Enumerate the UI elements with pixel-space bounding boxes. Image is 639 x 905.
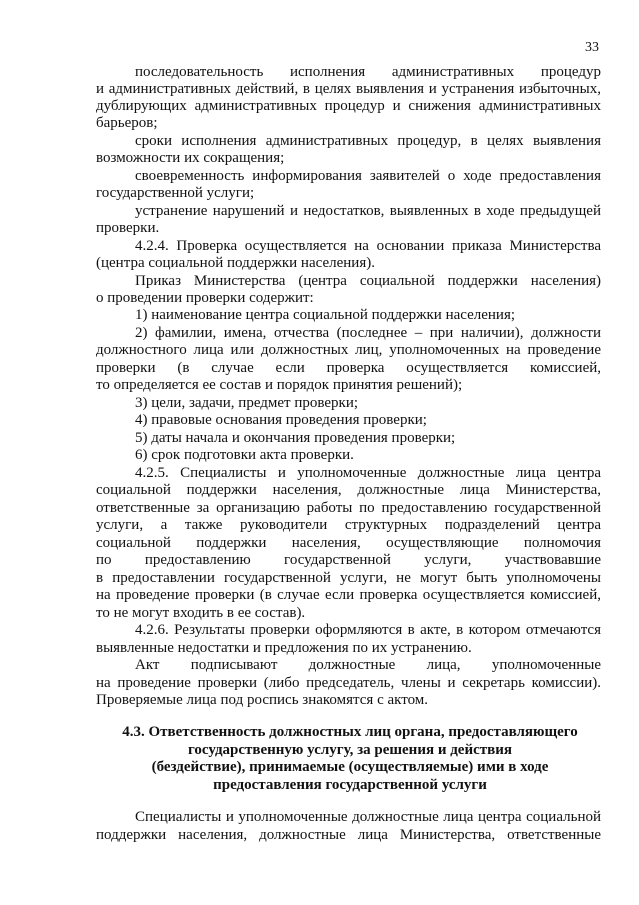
text-line: в предоставлении государственной услуги, не могут быть уполномочены <box>96 570 601 586</box>
text-line: проверки. <box>96 220 160 236</box>
text-line: 4.2.6. Результаты проверки оформляются в акте, в котором отмечаются <box>135 622 601 638</box>
text-line: социальной поддержки населения, должностные лица Министерства, <box>96 482 601 498</box>
text-line: 4.2.5. Специалисты и уполномоченные должностные лица центра <box>135 465 601 481</box>
text-line: выявленные недостатки и предложения по их устранению. <box>96 640 472 656</box>
section-heading-line: государственную услугу, за решения и действия <box>187 742 512 758</box>
text-line: 5) даты начала и окончания проведения проверки; <box>135 430 456 446</box>
text-line: Акт подписывают должностные лица, уполномоченные <box>135 657 601 673</box>
text-line: по предоставлению государственной услуги, участвовавшие <box>96 552 601 568</box>
section-heading-line: предоставления государственной услуги <box>213 777 487 793</box>
text-line: последовательность исполнения административных процедур <box>135 64 601 80</box>
text-line: на проведение проверки (в случае если проверка осуществляется комиссией, <box>96 587 601 603</box>
text-line: устранение нарушений и недостатков, выявленных в ходе предыдущей <box>135 203 601 219</box>
text-line: барьеров; <box>96 115 158 131</box>
text-line: дублирующих административных процедур и снижения административных <box>96 98 601 114</box>
text-line: ответственные за организацию работы по предоставлению государственной <box>96 500 601 516</box>
text-line: на проведение проверки (либо председатель, члены и секретарь комиссии). <box>96 675 601 691</box>
section-heading-line: (бездействие), принимаемые (осуществляемые) ими в ходе <box>151 759 549 775</box>
text-line: 6) срок подготовки акта проверки. <box>135 447 354 463</box>
text-line: возможности их сокращения; <box>96 150 285 166</box>
text-line: о проведении проверки содержит: <box>96 290 314 306</box>
text-line: 4.2.4. Проверка осуществляется на основании приказа Министерства <box>135 238 601 254</box>
text-line: своевременность информирования заявителей о ходе предоставления <box>135 168 601 184</box>
text-line: 3) цели, задачи, предмет проверки; <box>135 395 359 411</box>
text-line: Приказ Министерства (центра социальной поддержки населения) <box>135 273 601 289</box>
section-heading-line: 4.3. Ответственность должностных лиц органа, предоставляющего <box>122 724 578 740</box>
text-line: то не могут входить в ее состав). <box>96 605 306 621</box>
text-line: Проверяемые лица под роспись знакомятся с актом. <box>96 692 429 708</box>
text-line: услуги, а также руководители структурных подразделений центра <box>96 517 601 533</box>
text-line: должностного лица или должностных лиц, уполномоченных на проведение <box>96 342 601 358</box>
text-line: Специалисты и уполномоченные должностные лица центра социальной <box>135 809 601 825</box>
text-line: (центра социальной поддержки населения). <box>96 255 375 271</box>
text-line: поддержки населения, должностные лица Министерства, ответственные <box>96 827 601 843</box>
text-line: то определяется ее состав и порядок принятия решений); <box>96 377 463 393</box>
text-line: социальной поддержки населения, осуществляющие полномочия <box>96 535 601 551</box>
text-line: 2) фамилии, имена, отчества (последнее – при наличии), должности <box>135 325 601 341</box>
page-number: 33 <box>585 40 599 55</box>
text-line: сроки исполнения административных процедур, в целях выявления <box>135 133 601 149</box>
text-line: и административных действий, в целях выявления и устранения избыточных, <box>96 81 601 97</box>
text-line: государственной услуги; <box>96 185 255 201</box>
text-line: 4) правовые основания проведения проверки; <box>135 412 427 428</box>
text-line: 1) наименование центра социальной поддержки населения; <box>135 307 516 323</box>
text-line: проверки (в случае если проверка осуществляется комиссией, <box>96 360 601 376</box>
